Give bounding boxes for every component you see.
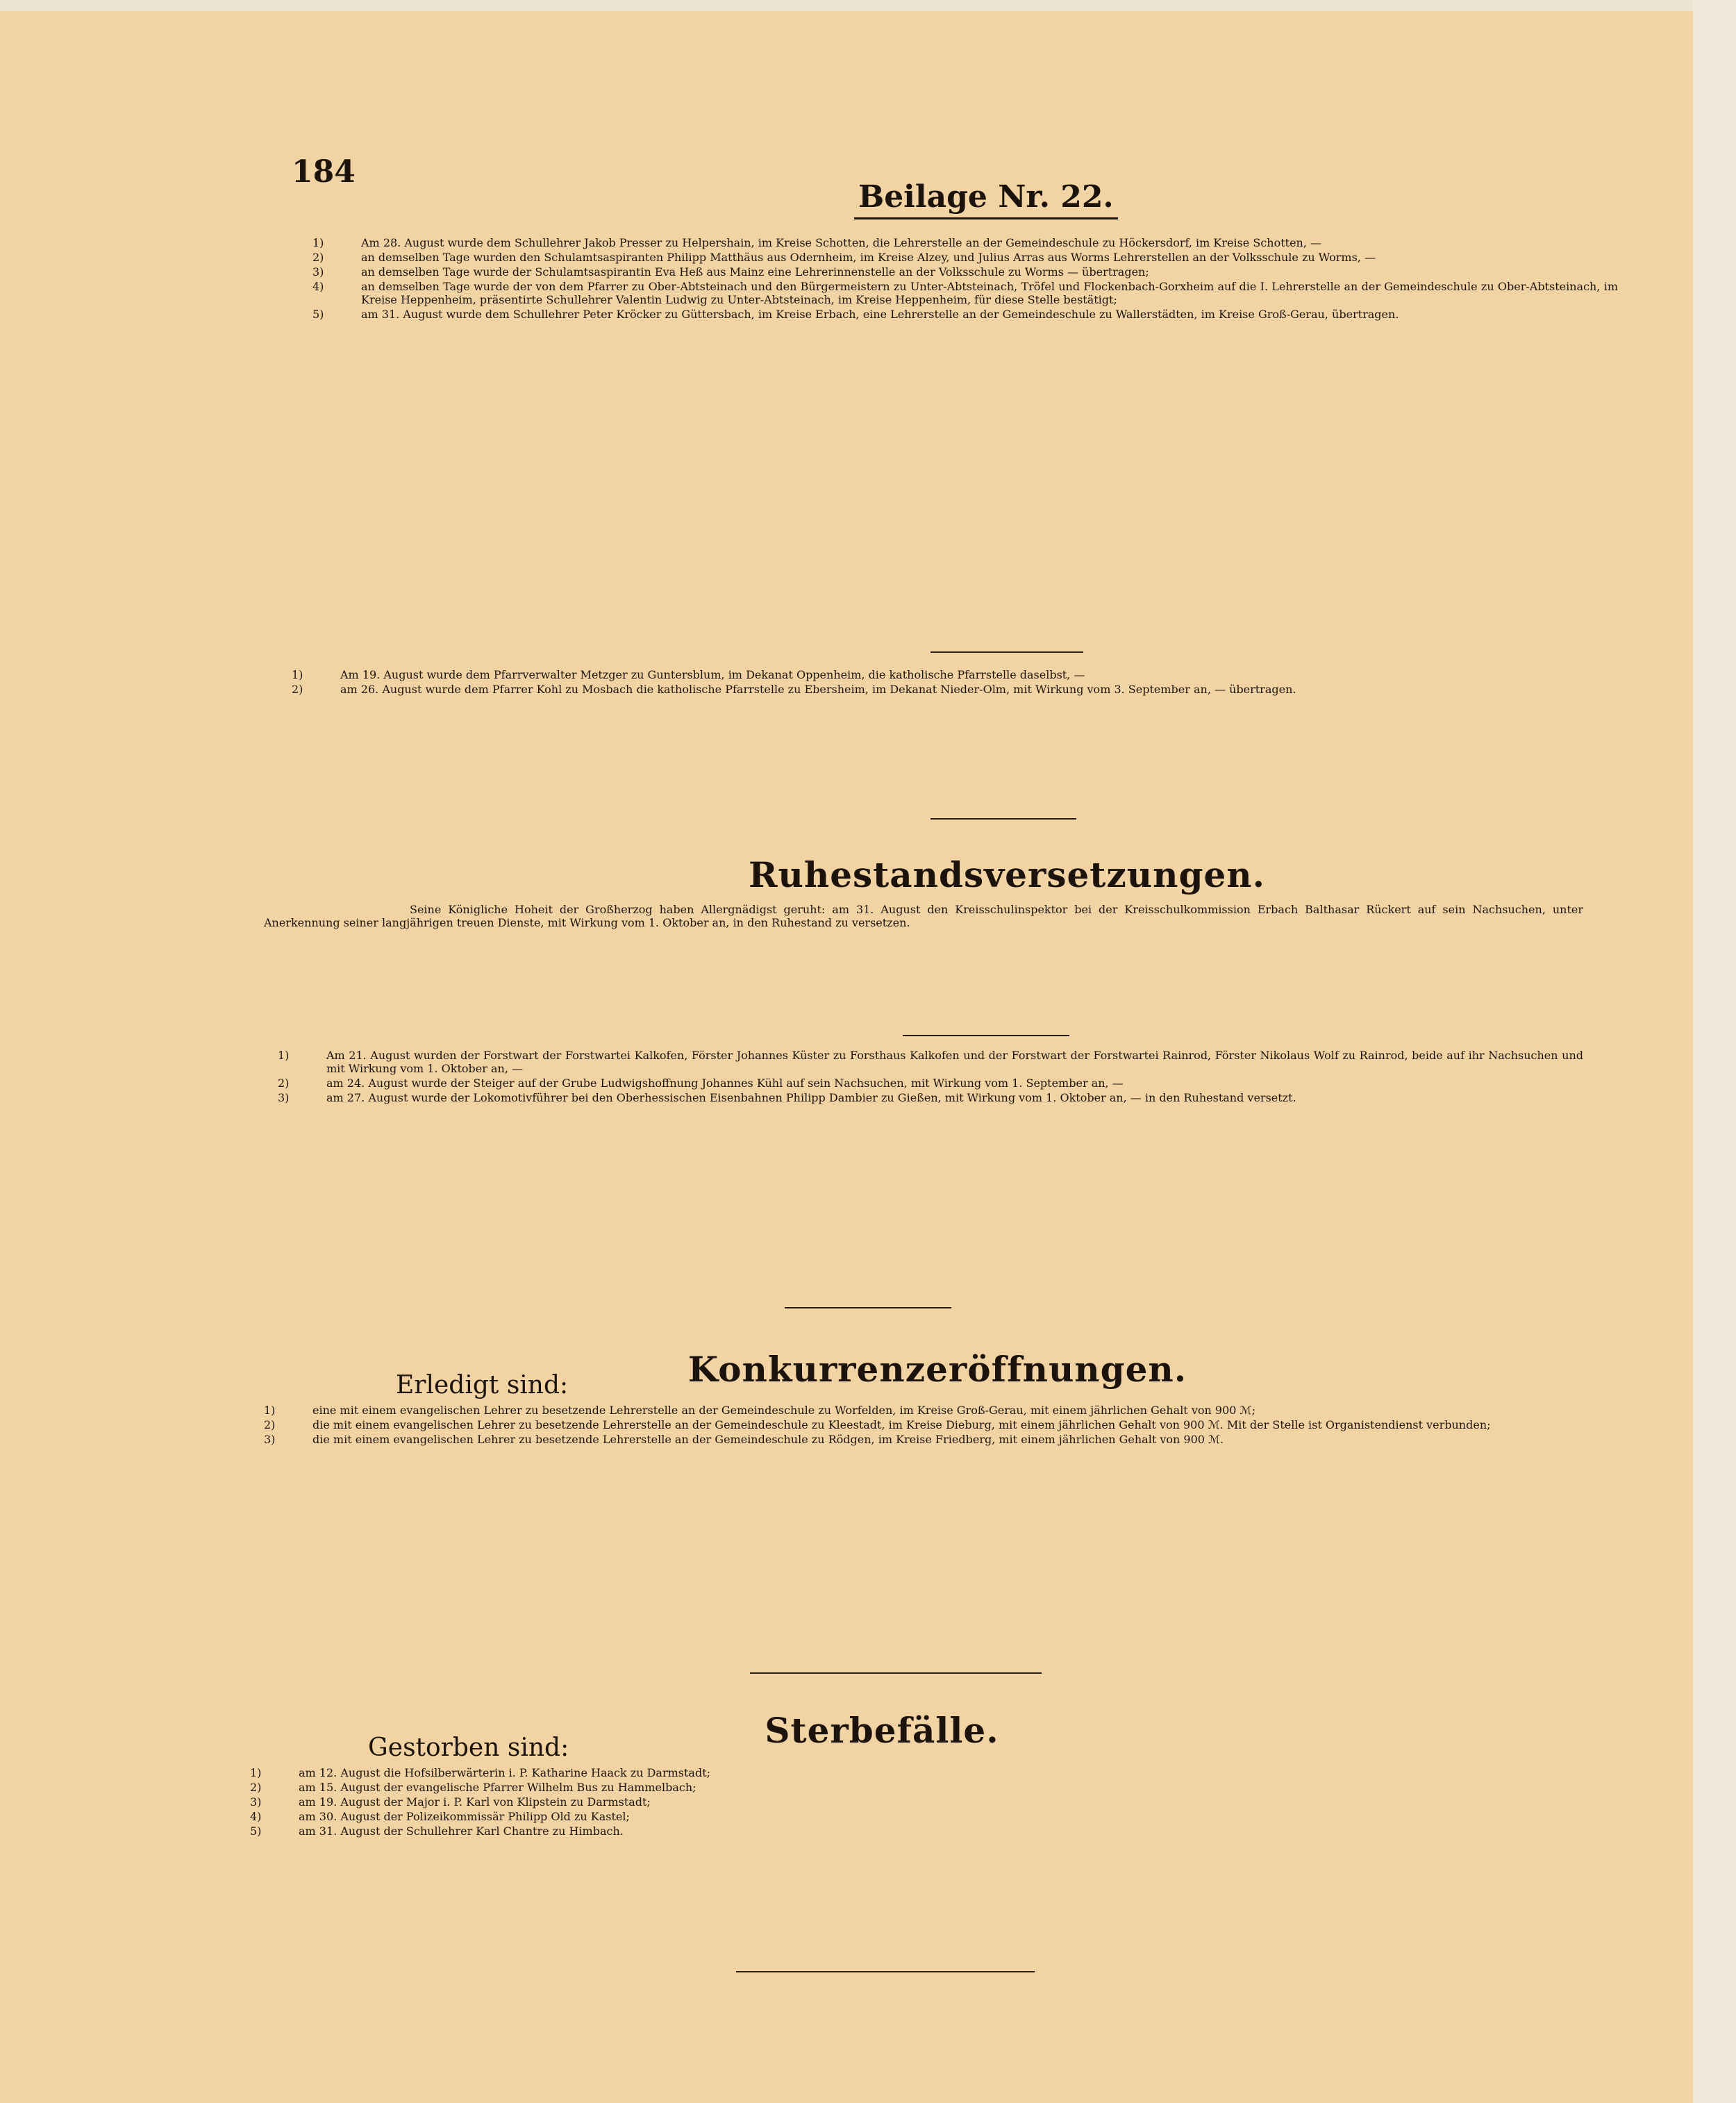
vacancies-heading: Konkurrenzeröffnungen. <box>687 1349 1187 1390</box>
deaths-heading: Sterbefälle. <box>765 1710 999 1751</box>
list-item: 1) Am 28. August wurde dem Schullehrer Jakob Presser zu Helpershain, im Kreise Schotten, die Lehrerstelle an der Gemeindeschule zu Höckersdorf, im Kreise Schotten, — <box>312 236 1322 249</box>
list-item: 1) am 12. August die Hofsilberwärterin i. P. Katharine Haack zu Darmstadt; <box>250 1766 711 1779</box>
list-item: 2) an demselben Tage wurden den Schulamtsaspiranten Philipp Matthäus aus Odernheim, im Kreise Alzey, und Julius Arras aus Worms Lehrerstellen an der Volksschule zu Worms, — <box>312 251 1376 264</box>
deaths-subheading: Gestorben sind: <box>368 1734 569 1762</box>
list-item: 2) am 24. August wurde der Steiger auf der Grube Ludwigshoffnung Johannes Kühl auf sein Nachsuchen, mit Wirkung vom 1. September an, — <box>278 1077 1124 1090</box>
list-item: 5) am 31. August wurde dem Schullehrer Peter Kröcker zu Güttersbach, im Kreise Erbach, eine Lehrerstelle an der Gemeindeschule zu Wallerstädten, im Kreise Groß-Gerau, übertragen. <box>312 308 1399 321</box>
list-item: 1) Am 21. August wurden der Forstwart der Forstwartei Kalkofen, Förster Johannes Küster zu Forsthaus Kalkofen und der Forstwart der Forstwartei Rainrod, Förster Nikolaus Wolf zu Rainrod, beide auf ihr Nachsuchen und mit Wirkung vom 1. Oktober an, — <box>278 1049 1583 1075</box>
list-item: 4) am 30. August der Polizeikommissär Philipp Old zu Kastel; <box>250 1810 630 1823</box>
list-item: 2) am 15. August der evangelische Pfarrer Wilhelm Bus zu Hammelbach; <box>250 1781 696 1794</box>
list-item: 2) die mit einem evangelischen Lehrer zu besetzende Lehrerstelle an der Gemeindeschule zu Kleestadt, im Kreise Dieburg, mit einem jährlichen Gehalt von 900 ℳ. Mit der Stelle ist Organistendienst verbunden; <box>264 1418 1491 1431</box>
church-appointments <box>292 668 1597 697</box>
vacancies-list <box>264 1371 1583 1447</box>
retirements-heading: Ruhestandsversetzungen. <box>748 854 1266 895</box>
list-item: 1) eine mit einem evangelischen Lehrer zu besetzende Lehrerstelle an der Gemeindeschule zu Worfelden, im Kreise Groß-Gerau, mit einem jährlichen Gehalt von 900 ℳ; <box>264 1404 1256 1417</box>
supplement-label: Beilage Nr. 22. <box>854 179 1118 219</box>
vacancies-subheading: Erledigt sind: <box>396 1371 569 1399</box>
retirements-list <box>278 1049 1583 1106</box>
divider <box>785 1307 951 1308</box>
school-appointments <box>312 236 1618 322</box>
scan-edge-top <box>0 0 1736 11</box>
list-item: 3) an demselben Tage wurde der Schulamtsaspirantin Eva Heß aus Mainz eine Lehrerinnenstelle an der Volksschule zu Worms — übertragen; <box>312 265 1149 279</box>
list-item: 1) Am 19. August wurde dem Pfarrverwalter Metzger zu Guntersblum, im Dekanat Oppenheim, die katholische Pfarrstelle daselbst, — <box>292 668 1085 681</box>
list-item: 3) die mit einem evangelischen Lehrer zu besetzende Lehrerstelle an der Gemeindeschule zu Rödgen, im Kreise Friedberg, mit einem jährlichen Gehalt von 900 ℳ. <box>264 1433 1224 1446</box>
divider <box>750 1672 1042 1674</box>
retirements-intro: Seine Königliche Hoheit der Großherzog haben Allergnädigst geruht: am 31. August den Kreisschulinspektor bei der Kreisschulkommission Erbach Balthasar Rückert auf sein Nachsuchen, unter Anerkennung seiner langjährigen treuen Dienste, mit Wirkung vom 1. Oktober an, in den Ruhestand zu versetzen. <box>264 903 1583 929</box>
divider <box>903 1035 1069 1036</box>
list-item: 2) am 26. August wurde dem Pfarrer Kohl zu Mosbach die katholische Pfarrstelle zu Ebersheim, im Dekanat Nieder-Olm, mit Wirkung vom 3. September an, — übertragen. <box>292 683 1296 696</box>
divider <box>930 818 1076 820</box>
list-item: 3) am 27. August wurde der Lokomotivführer bei den Oberhessischen Eisenbahnen Philipp Dambier zu Gießen, mit Wirkung vom 1. Oktober an, — in den Ruhestand versetzt. <box>278 1091 1296 1104</box>
page-header <box>292 154 1597 217</box>
page-number: 184 <box>292 154 356 190</box>
list-item: 4) an demselben Tage wurde der von dem Pfarrer zu Ober-Abtsteinach und den Bürgermeistern zu Unter-Abtsteinach, Tröfel und Flockenbach-Gorxheim auf die I. Lehrerstelle an der Gemeindeschule zu Ober-Abtsteinach, im Kreise Heppenheim, präsentirte Schullehrer Valentin Ludwig zu Unter-Abtsteinach, im Kreise Heppenheim, für diese Stelle bestätigt; <box>312 280 1618 306</box>
deaths-list <box>250 1734 1569 1839</box>
scan-edge-right <box>1693 0 1736 2103</box>
list-item: 5) am 31. August der Schullehrer Karl Chantre zu Himbach. <box>250 1824 624 1838</box>
divider <box>930 651 1083 653</box>
list-item: 3) am 19. August der Major i. P. Karl von Klipstein zu Darmstadt; <box>250 1795 651 1809</box>
divider <box>736 1971 1035 1972</box>
